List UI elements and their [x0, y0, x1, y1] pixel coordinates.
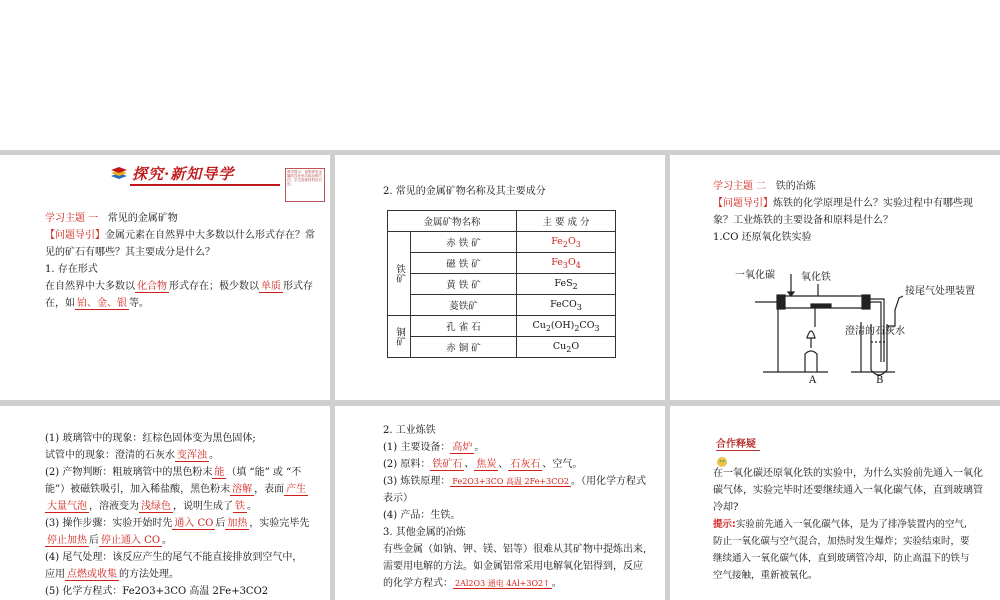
answer-blank: 变浑浊 — [177, 450, 207, 461]
text: 形式存在；极少数以 — [169, 281, 259, 292]
text: ，表面 — [254, 484, 285, 495]
topic-title: 常见的金属矿物 — [107, 213, 178, 224]
table-header: 主 要 成 分 — [517, 211, 616, 232]
question-text: 炼铁的化学原理是什么？实验过程中有哪些现 — [773, 198, 973, 209]
tip-text: 防止一氧化碳与空气混合，加热时发生爆炸；实验结束时，要 — [713, 536, 970, 547]
answer-blank: 铁矿石 — [432, 459, 463, 470]
text: 。（用化学方程式 — [571, 476, 646, 487]
text: (2) 原料： — [383, 459, 431, 470]
coop-badge — [716, 432, 776, 448]
topic-label: 学习主题 二 — [713, 181, 767, 192]
ore-comp: $Fe_2O_3$ — [517, 232, 616, 253]
panel-2 — [383, 183, 663, 200]
answer-blank: 焦炭 — [476, 459, 497, 470]
ore-name: 赤 铁 矿 — [411, 232, 517, 253]
text: （填 “能” 或 “不 — [226, 467, 302, 478]
answer-blank: 能 — [214, 467, 225, 478]
table-title: 2. 常见的金属矿物名称及其主要成分 — [383, 186, 546, 197]
text: 试管中的现象：澄清的石灰水 — [45, 450, 175, 461]
teaching-note: 教学提示：说明常见金属的存在形式和冶炼方法。学生阅读材料后讨论。 — [285, 168, 325, 202]
group-label: 铜矿 — [388, 316, 411, 358]
answer-blank: 溶解 — [232, 484, 253, 495]
answer-blank: 停止通入 CO — [101, 535, 161, 546]
topic-title: 铁的冶炼 — [775, 181, 816, 192]
question-text: 碳气体，实验完毕时还要继续通入一氧化碳气体，直到玻璃管 — [713, 485, 983, 496]
ore-comp: $Cu_2(OH)_2CO_3$ — [517, 316, 616, 337]
answer-blank: 加热 — [227, 518, 248, 529]
label-tail: 接尾气处理装置 — [905, 286, 975, 297]
banner — [110, 160, 280, 190]
text: (3) 炼铁原理： — [383, 476, 451, 487]
text: 。 — [209, 450, 219, 461]
question-label: 【问题导引】 — [45, 230, 105, 241]
panel-3 — [713, 178, 993, 246]
label-fe2o3: 氧化铁 — [801, 272, 831, 283]
text: ，实验完毕先 — [249, 518, 310, 529]
group-label: 铁矿 — [388, 232, 411, 316]
row-divider — [0, 400, 1000, 406]
text: (1) 主要设备： — [383, 442, 451, 453]
co-reduction-apparatus — [733, 262, 975, 387]
ore-comp: FeS$_2$ — [517, 274, 616, 295]
ore-name: 菱铁矿 — [411, 295, 517, 316]
question-text: 在一氧化碳还原氧化铁的实验中，为什么实验前先通入一氧化 — [713, 468, 983, 479]
label-a: A — [809, 375, 817, 386]
question-text-2: 见的矿石有哪些？其主要成分是什么？ — [45, 247, 215, 258]
top-divider — [0, 150, 1000, 155]
text: (3) 操作步骤：实验开始时先 — [45, 518, 173, 529]
ore-comp: $Fe_3O_4$ — [517, 253, 616, 274]
answer-blank: 浅绿色 — [141, 501, 171, 512]
section-heading: 1.CO 还原氧化铁实验 — [713, 232, 812, 243]
text: 在自然界中大多数以 — [45, 281, 135, 292]
answer-blank: 铂、金、银 — [77, 298, 127, 309]
text: (1) 玻璃管中的现象：红棕色固体变为黑色固体; — [45, 433, 256, 444]
tip-text: 实验前先通入一氧化碳气体，是为了排净装置内的空气, — [735, 519, 967, 530]
table-header: 金属矿物名称 — [388, 211, 517, 232]
panel-6 — [713, 465, 998, 600]
answer-blank: 通入 CO — [174, 518, 214, 529]
text: 后 — [89, 535, 99, 546]
text: ，溶液变为 — [89, 501, 139, 512]
ore-comp: $Cu_2O$ — [517, 337, 616, 358]
ore-comp: FeCO$_3$ — [517, 295, 616, 316]
tip-label: 提示: — [713, 519, 736, 530]
text: (5) 化学方程式：Fe2O3+3CO 高温 2Fe+3CO2 — [45, 586, 269, 597]
text: 应用 — [45, 569, 65, 580]
topic-label: 学习主题 一 — [45, 213, 99, 224]
text: 表示） — [383, 493, 413, 504]
answer-blank: 停止加热 — [47, 535, 87, 546]
answer-blank: 高炉 — [452, 442, 473, 453]
answer-blank: 石灰石 — [510, 459, 541, 470]
answer-blank: 大量气泡 — [47, 501, 87, 512]
text: 。 — [551, 578, 562, 589]
text: 在，如 — [45, 298, 75, 309]
answer-blank: 化合物 — [137, 281, 167, 292]
text: 有些金属（如钠、钾、镁、铝等）很难从其矿物中提炼出来, — [383, 544, 647, 555]
text: 。 — [162, 535, 173, 546]
text: 的方法处理。 — [119, 569, 179, 580]
banner-title: 探究·新知导学 — [132, 165, 235, 183]
text: 。 — [572, 459, 583, 470]
question-label: 【问题导引】 — [713, 198, 773, 209]
coop-label: 合作释疑 — [716, 439, 760, 451]
text: 、空气 — [542, 459, 573, 470]
book-icon — [110, 164, 128, 182]
ore-name: 孔 雀 石 — [411, 316, 517, 337]
text: (2) 产物判断：粗玻璃管中的黑色粉末 — [45, 467, 213, 478]
text: 。 — [474, 442, 485, 453]
tip-text: 继续通入一氧化碳气体，直到玻璃管冷却，防止高温下的铁与 — [713, 553, 970, 564]
tip-text: 空气接触，重新被氧化。 — [713, 570, 818, 581]
ore-table-wrap — [387, 210, 616, 358]
answer-blank: 单质 — [261, 281, 281, 292]
column-divider-2 — [665, 155, 670, 600]
answer-blank: 点燃或收集 — [67, 569, 117, 580]
text: 能”）被磁铁吸引，加入稀盐酸，黑色粉末 — [45, 484, 231, 495]
text: 后 — [215, 518, 226, 529]
text: 的化学方程式： — [383, 578, 453, 589]
answer-blank: 铁 — [235, 501, 245, 512]
panel-1 — [45, 210, 330, 312]
text: (4) 尾气处理：该反应产生的尾气不能直接排放到空气中， — [45, 552, 303, 563]
panel-4 — [45, 430, 330, 600]
section-heading: 2. 工业炼铁 — [383, 425, 436, 436]
label-limewater: 澄清的石灰水 — [845, 326, 905, 337]
text: 需要用电解的方法。如金属铝常采用电解氧化铝得到，反应 — [383, 561, 643, 572]
question-text: 冷却? — [713, 502, 739, 513]
text: 等。 — [129, 298, 149, 309]
section-heading: 1. 存在形式 — [45, 264, 98, 275]
label-co: 一氧化碳 — [735, 270, 775, 281]
panel-5: 2. 工业炼铁 (1) 主要设备： 高炉 。 (2) 原料： 铁矿石 、 焦炭 、 石灰石 、空气。 (3) 炼铁原理： Fe2O3+3CO 高温 2Fe+3CO2 。（用化学方程式 表示） (4) 产品：生铁。 3. 其他金属的冶炼 有些金属（如钠、钾、镁、铝等）很难从其矿物中提炼出来, 需要用电解的方法。如金属铝常采用电解氧化铝得到，反应 的化学方程式： 2Al2O3 通电 4Al+3O2↑ 。 — [383, 422, 663, 600]
text: 形式存 — [283, 281, 313, 292]
ore-name: 赤 铜 矿 — [411, 337, 517, 358]
ore-name: 黄 铁 矿 — [411, 274, 517, 295]
question-text-2: 象？工业炼铁的主要设备和原料是什么？ — [713, 215, 893, 226]
ore-table — [387, 210, 616, 358]
ore-name: 磁 铁 矿 — [411, 253, 517, 274]
label-b: B — [876, 375, 884, 386]
question-text: 金属元素在自然界中大多数以什么形式存在？常 — [105, 230, 315, 241]
text: ，说明生成了 — [173, 501, 233, 512]
banner-underline — [130, 184, 280, 186]
answer-blank: Fe2O3+3CO 高温 2Fe+3CO2 — [452, 477, 569, 486]
text: 。 — [247, 501, 257, 512]
answer-blank: 产生 — [286, 484, 307, 495]
answer-blank: 2Al2O3 通电 4Al+3O2↑ — [455, 579, 550, 588]
column-divider-1 — [330, 155, 335, 600]
section-heading: 3. 其他金属的冶炼 — [383, 527, 466, 538]
text: (4) 产品：生铁。 — [383, 510, 461, 521]
